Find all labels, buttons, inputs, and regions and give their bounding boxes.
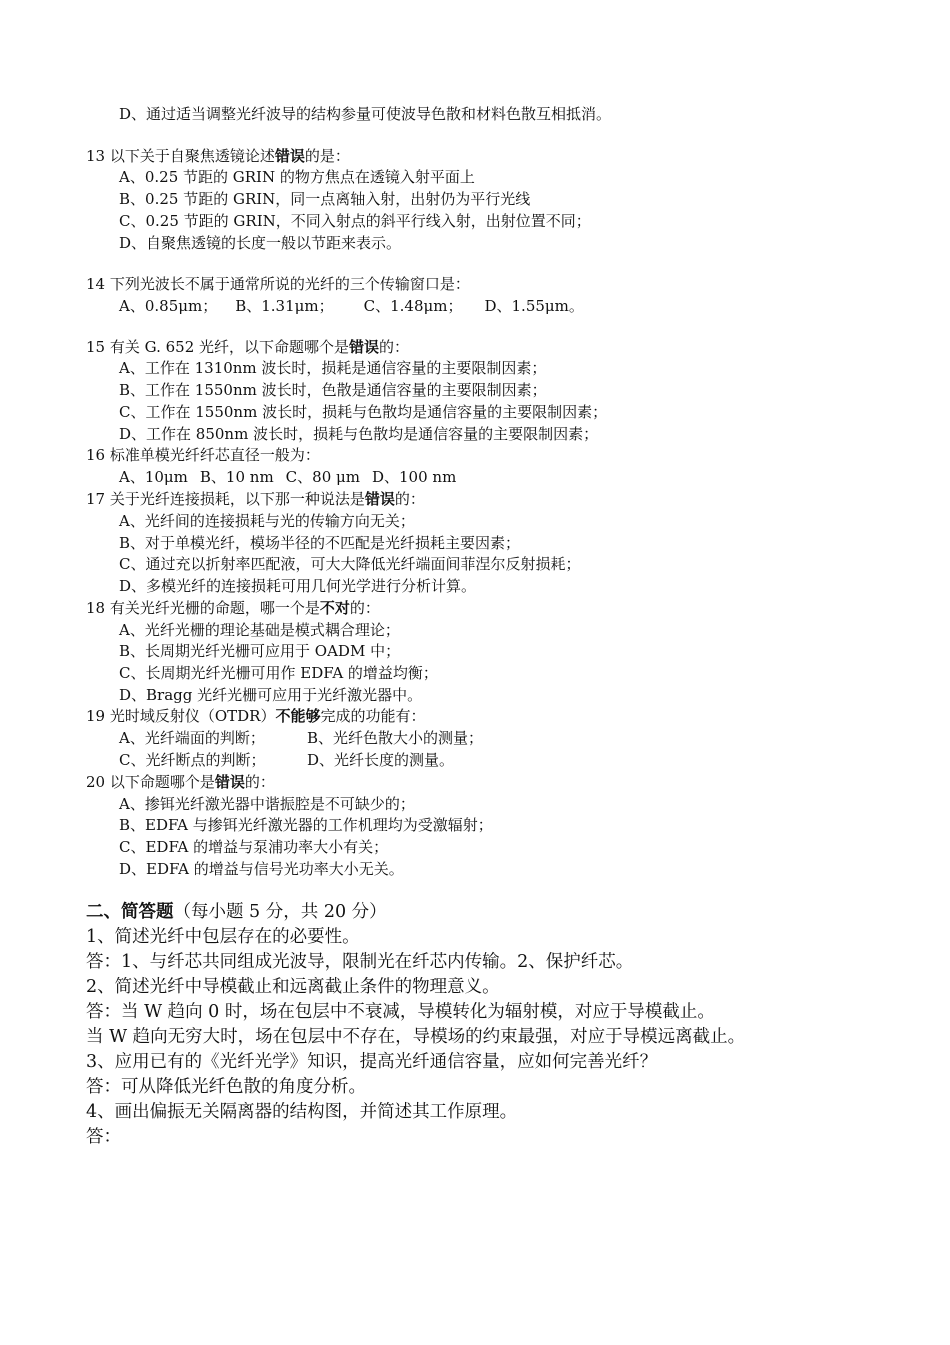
- q15-stem-suffix: 的：: [379, 338, 410, 356]
- q20-option-b: B、EDFA 与掺铒光纤激光器的工作机理均为受激辐射；: [119, 816, 493, 834]
- q15-stem-prefix: 15 有关 G. 652 光纤，以下命题哪个是: [86, 338, 350, 356]
- q18-stem-prefix: 18 有关光纤光栅的命题，哪一个是: [86, 599, 320, 617]
- section2-heading-note: （每小题 5 分，共 20 分）: [173, 902, 387, 922]
- q19-emphasis: 不能够: [275, 707, 321, 725]
- q17-emphasis: 错误: [364, 490, 395, 508]
- q13-option-a: A、0.25 节距的 GRIN 的物方焦点在透镜入射平面上: [119, 168, 475, 186]
- q15-emphasis: 错误: [349, 338, 380, 356]
- q17-option-a: A、光纤间的连接损耗与光的传输方向无关；: [119, 512, 415, 530]
- q19-stem: [86, 706, 426, 726]
- q19-options-row-2: [119, 750, 454, 770]
- q19-option-b: B、光纤色散大小的测量；: [307, 729, 484, 747]
- q15-option-b: B、工作在 1550nm 波长时，色散是通信容量的主要限制因素；: [119, 381, 547, 399]
- q19-option-c: C、光纤断点的判断；: [119, 751, 266, 769]
- q19-option-d: D、光纤长度的测量。: [307, 751, 455, 769]
- q18-option-d: D、Bragg 光纤光栅可应用于光纤激光器中。: [119, 686, 423, 704]
- q17-option-b: B、对于单模光纤，模场半径的不匹配是光纤损耗主要因素；: [119, 534, 521, 552]
- q16-option-a: A、10μm: [119, 468, 188, 486]
- q14-option-c: C、1.48μm；: [363, 297, 463, 315]
- q14-option-a: A、0.85μm；: [119, 297, 218, 315]
- q18-option-b: B、长周期光纤光栅可应用于 OADM 中；: [119, 642, 401, 660]
- q14-stem: 14 下列光波长不属于通常所说的光纤的三个传输窗口是：: [86, 275, 470, 293]
- q16-option-c: C、80 μm: [285, 468, 360, 486]
- section2-line-2: 答：1、与纤芯共同组成光波导，限制光在纤芯内传输。2、保护纤芯。: [86, 952, 634, 972]
- q19-options-row-1: [119, 728, 483, 748]
- q15-option-a: A、工作在 1310nm 波长时，损耗是通信容量的主要限制因素；: [119, 359, 547, 377]
- q16-stem: 16 标准单模光纤纤芯直径一般为：: [86, 446, 320, 464]
- q13-option-c: C、0.25 节距的 GRIN，不同入射点的斜平行线入射，出射位置不同；: [119, 212, 591, 230]
- q17-stem-suffix: 的：: [394, 490, 425, 508]
- q20-option-c: C、EDFA 的增益与泵浦功率大小有关；: [119, 838, 389, 856]
- section2-line-7: 答：可从降低光纤色散的角度分析。: [86, 1077, 366, 1097]
- q13-stem-prefix: 13 以下关于自聚焦透镜论述: [86, 147, 275, 165]
- q15-stem: [86, 337, 409, 357]
- q18-option-a: A、光纤光栅的理论基础是模式耦合理论；: [119, 621, 400, 639]
- section2-heading: 二、简答题: [86, 902, 174, 922]
- q16-option-b: B、10 nm: [199, 468, 274, 486]
- section2-line-3: 2、简述光纤中导模截止和远离截止条件的物理意义。: [86, 977, 500, 997]
- q18-stem-suffix: 的：: [349, 599, 380, 617]
- q19-stem-suffix: 完成的功能有：: [320, 707, 426, 725]
- q20-emphasis: 错误: [214, 773, 245, 791]
- q17-stem-prefix: 17 关于光纤连接损耗，以下那一种说法是: [86, 490, 365, 508]
- q13-stem-suffix: 的是：: [304, 147, 350, 165]
- q19-option-a: A、光纤端面的判断；: [119, 729, 265, 747]
- q13-option-d: D、自聚焦透镜的长度一般以节距来表示。: [119, 234, 402, 252]
- q20-stem-suffix: 的：: [244, 773, 275, 791]
- q13-emphasis: 错误: [274, 147, 305, 165]
- q14-option-d: D、1.55μm。: [484, 297, 584, 315]
- q18-option-c: C、长周期光纤光栅可用作 EDFA 的增益均衡；: [119, 664, 438, 682]
- q20-option-d: D、EDFA 的增益与信号光功率大小无关。: [119, 860, 404, 878]
- q13-stem: [86, 146, 350, 166]
- q17-option-c: C、通过充以折射率匹配液，可大大降低光纤端面间菲涅尔反射损耗；: [119, 555, 581, 573]
- section2-line-8: 4、画出偏振无关隔离器的结构图，并简述其工作原理。: [86, 1102, 518, 1122]
- q18-emphasis: 不对: [319, 599, 350, 617]
- q17-option-d: D、多模光纤的连接损耗可用几何光学进行分析计算。: [119, 577, 477, 595]
- section2-heading-line: [86, 900, 387, 924]
- section2-line-6: 3、应用已有的《光纤光学》知识，提高光纤通信容量，应如何完善光纤？: [86, 1052, 658, 1072]
- q17-stem: [86, 489, 425, 509]
- q20-stem: [86, 772, 275, 792]
- q15-option-d: D、工作在 850nm 波长时，损耗与色散均是通信容量的主要限制因素；: [119, 425, 599, 443]
- q15-option-c: C、工作在 1550nm 波长时，损耗与色散均是通信容量的主要限制因素；: [119, 403, 608, 421]
- q19-stem-prefix: 19 光时域反射仪（OTDR）: [86, 707, 276, 725]
- section2-line-4: 答：当 W 趋向 0 时，场在包层中不衰减，导模转化为辐射模，对应于导模截止。: [86, 1002, 715, 1022]
- q13-option-b: B、0.25 节距的 GRIN，同一点离轴入射，出射仍为平行光线: [119, 190, 531, 208]
- q12-option-d: D、通过适当调整光纤波导的结构参量可使波导色散和材料色散互相抵消。: [119, 105, 612, 123]
- q14-options: [119, 296, 584, 316]
- q20-option-a: A、掺铒光纤激光器中谐振腔是不可缺少的；: [119, 795, 415, 813]
- section2-line-1: 1、简述光纤中包层存在的必要性。: [86, 927, 360, 947]
- q16-option-d: D、100 nm: [371, 468, 457, 486]
- q18-stem: [86, 598, 380, 618]
- q20-stem-prefix: 20 以下命题哪个是: [86, 773, 215, 791]
- section2-line-5: 当 W 趋向无穷大时，场在包层中不存在，导模场的约束最强，对应于导模远离截止。: [86, 1027, 746, 1047]
- q14-option-b: B、1.31μm；: [235, 297, 334, 315]
- q16-options: [119, 467, 456, 487]
- section2-line-9: 答：: [86, 1127, 121, 1147]
